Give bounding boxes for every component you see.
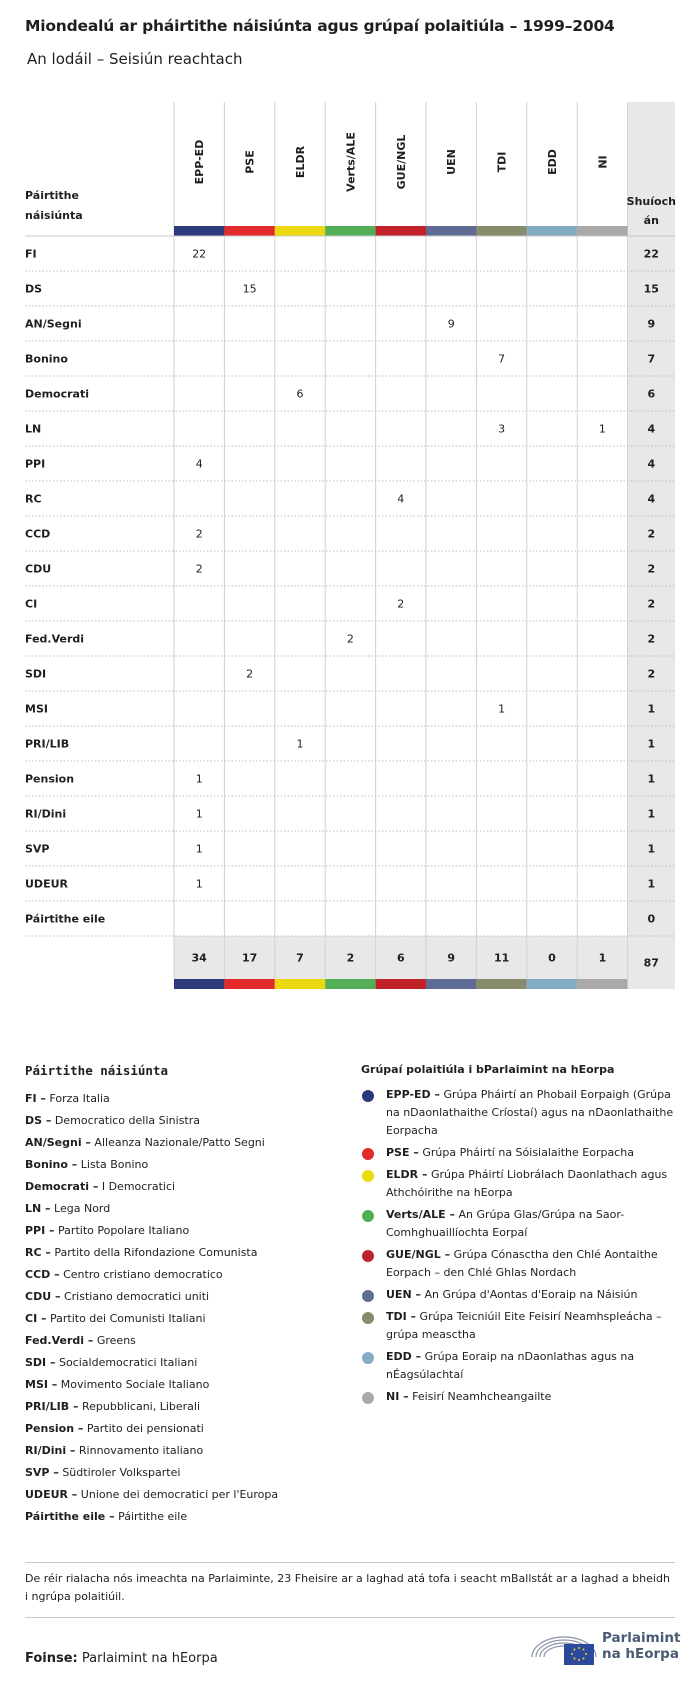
row-total-value: 1: [647, 737, 656, 751]
group-legend-item: [361, 1086, 681, 1140]
source-label: Foinse:: [25, 1651, 78, 1666]
party-legend-abbr: SVP –: [25, 1466, 59, 1479]
logo-line: Parlaimint: [602, 1630, 681, 1646]
party-legend-name: Lega Nord: [50, 1202, 111, 1215]
party-legend-abbr: MSI –: [25, 1378, 58, 1391]
group-legend-abbr: UEN –: [386, 1288, 421, 1301]
column-total-value: 1: [598, 951, 607, 965]
party-row-label: LN: [25, 422, 42, 436]
column-total-value: 2: [346, 951, 355, 965]
party-legend-abbr: PRI/LIB –: [25, 1400, 79, 1413]
column-total-value: 6: [396, 951, 405, 965]
group-color-dot-icon: [362, 1290, 374, 1302]
party-legend-item: [25, 1440, 345, 1462]
group-legend-heading: Grúpaí polaitiúla i bParlaimint na hEorpa: [361, 1063, 615, 1076]
column-total-value: 34: [191, 951, 207, 965]
party-legend-item: [25, 1176, 345, 1198]
party-legend-name: Partito dei Comunisti Italiani: [46, 1312, 206, 1325]
column-total-value: 17: [241, 951, 258, 965]
group-legend-name: Grúpa Pháirtí an Phobail Eorpaigh (Grúpa na nDaonlathaithe Críostaí) agus na nDaonlathaithe Eorpacha: [386, 1088, 674, 1137]
group-color-bar-bottom: [577, 979, 627, 989]
party-row-label: CCD: [25, 527, 51, 541]
party-legend-abbr: RI/Dini –: [25, 1444, 76, 1457]
parliament-hemicycle-icon: [530, 1627, 598, 1667]
group-color-bar: [426, 226, 476, 236]
group-color-bar-bottom: [174, 979, 224, 989]
seat-value: 2: [195, 527, 203, 541]
group-legend-abbr: EPP-ED –: [386, 1088, 440, 1101]
group-legend-name: An Grúpa Glas/Grúpa na Saor-Comhghuaillíochta Eorpaí: [386, 1208, 625, 1239]
party-legend-item: [25, 1154, 345, 1176]
group-legend-name: An Grúpa d'Aontas d'Eoraip na Náisiún: [420, 1288, 638, 1301]
row-total-value: 22: [643, 247, 659, 261]
seat-value: 6: [296, 387, 304, 401]
party-row-label: CI: [25, 597, 38, 611]
party-row-label: RI/Dini: [25, 807, 67, 821]
group-legend-item: [361, 1246, 681, 1282]
seat-value: 1: [195, 807, 203, 821]
party-legend-item: [25, 1308, 345, 1330]
group-color-dot-icon: [362, 1170, 374, 1182]
party-legend-item: [25, 1462, 345, 1484]
party-legend-name: Democratico della Sinistra: [51, 1114, 200, 1127]
divider: [25, 1562, 675, 1563]
seat-value: 4: [397, 492, 405, 506]
row-header-label: Páirtithe: [25, 189, 79, 202]
group-legend-abbr: EDD –: [386, 1350, 422, 1363]
column-total-value: 7: [296, 951, 304, 965]
group-color-bar-bottom: [325, 979, 375, 989]
seat-value: 2: [246, 667, 254, 681]
group-header-label: EDD: [546, 149, 559, 175]
group-color-bar-bottom: [275, 979, 325, 989]
group-legend-item: [361, 1166, 681, 1202]
source-value: Parlaimint na hEorpa: [81, 1651, 218, 1666]
group-legend-item: [361, 1206, 681, 1242]
party-row-label: SDI: [25, 667, 47, 681]
party-legend-item: [25, 1396, 345, 1418]
party-legend-item: [25, 1264, 345, 1286]
party-legend-abbr: Democrati –: [25, 1180, 99, 1193]
party-row-label: SVP: [25, 842, 50, 856]
party-legend-item: [25, 1242, 345, 1264]
group-color-bar: [527, 226, 577, 236]
group-legend-item: [361, 1388, 681, 1406]
group-color-dot-icon: [362, 1312, 374, 1324]
group-legend-abbr: ELDR –: [386, 1168, 428, 1181]
party-legend-abbr: CDU –: [25, 1290, 61, 1303]
group-legend-item: [361, 1286, 681, 1304]
party-legend-name: Alleanza Nazionale/Patto Segni: [90, 1136, 265, 1149]
group-color-bar-bottom: [426, 979, 476, 989]
group-color-dot-icon: [362, 1392, 374, 1404]
party-legend-abbr: AN/Segni –: [25, 1136, 91, 1149]
group-color-bar: [325, 226, 375, 236]
seat-value: 22: [192, 247, 207, 261]
seat-value: 1: [195, 842, 203, 856]
party-legend-heading: Páirtithe náisiúnta: [25, 1063, 168, 1078]
party-legend-abbr: UDEUR –: [25, 1488, 78, 1501]
group-header-label: GUE/NGL: [394, 134, 408, 190]
group-header-label: ELDR: [294, 145, 307, 179]
seat-value: 1: [195, 877, 203, 891]
party-legend-name: I Democratici: [98, 1180, 176, 1193]
party-legend-name: Partito Popolare Italiano: [54, 1224, 190, 1237]
seat-value: 15: [242, 282, 257, 296]
party-legend-item: [25, 1418, 345, 1440]
row-total-value: 4: [647, 422, 656, 436]
party-legend-name: Partito della Rifondazione Comunista: [50, 1246, 258, 1259]
party-legend-name: Movimento Sociale Italiano: [57, 1378, 210, 1391]
seat-value: 2: [346, 632, 354, 646]
group-header-label: PSE: [243, 150, 257, 174]
group-color-bar-bottom: [527, 979, 577, 989]
party-legend-name: Partito dei pensionati: [83, 1422, 204, 1435]
row-total-value: 1: [647, 842, 656, 856]
group-legend-name: Grúpa Cónasctha den Chlé Aontaithe Eorpach – den Chlé Ghlas Nordach: [386, 1248, 658, 1279]
party-legend-abbr: CCD –: [25, 1268, 60, 1281]
party-legend-item: [25, 1352, 345, 1374]
row-total-value: 2: [647, 667, 656, 681]
logo-line: na hEorpa: [602, 1646, 679, 1662]
party-row-label: Democrati: [25, 387, 90, 401]
group-legend-abbr: TDI –: [386, 1310, 417, 1323]
seat-value: 1: [498, 702, 506, 716]
page-title: Miondealú ar pháirtithe náisiúnta agus grúpaí polaitiúla – 1999–2004: [25, 17, 615, 35]
party-legend-name: Südtiroler Volkspartei: [58, 1466, 181, 1479]
column-total-value: 11: [493, 951, 510, 965]
group-color-bar: [275, 226, 325, 236]
group-legend-abbr: NI –: [386, 1390, 409, 1403]
group-legend-name: Grúpa Eoraip na nDaonlathas agus na nÉagsúlachtaí: [386, 1350, 635, 1381]
group-legend-name: Grúpa Pháirtí na Sóisialaithe Eorpacha: [418, 1146, 634, 1159]
party-legend-name: Lista Bonino: [77, 1158, 149, 1171]
party-row-label: PRI/LIB: [25, 737, 70, 751]
group-legend: [361, 1063, 681, 1410]
party-legend-abbr: RC –: [25, 1246, 51, 1259]
group-color-bar: [577, 226, 627, 236]
party-legend-name: Greens: [93, 1334, 136, 1347]
group-legend-name: Grúpa Teicniúil Eite Feisirí Neamhspleácha – grúpa measctha: [386, 1310, 662, 1341]
party-legend-abbr: DS –: [25, 1114, 52, 1127]
seat-value: 1: [296, 737, 304, 751]
party-legend-item: [25, 1110, 345, 1132]
party-legend-name: Centro cristiano democratico: [59, 1268, 223, 1281]
row-total-value: 1: [647, 877, 656, 891]
group-color-bar: [174, 226, 224, 236]
party-legend: [25, 1063, 345, 1528]
seat-value: 2: [195, 562, 203, 576]
row-total-value: 4: [647, 492, 656, 506]
row-total-value: 2: [647, 527, 656, 541]
group-color-bar-bottom: [376, 979, 426, 989]
group-color-dot-icon: [362, 1090, 374, 1102]
group-legend-item: [361, 1144, 681, 1162]
party-row-label: CDU: [25, 562, 52, 576]
group-legend-name: Feisirí Neamhcheangailte: [408, 1390, 552, 1403]
group-color-dot-icon: [362, 1148, 374, 1160]
party-legend-abbr: FI –: [25, 1092, 46, 1105]
group-legend-item: [361, 1348, 681, 1384]
party-legend-name: Unione dei democratici per l'Europa: [77, 1488, 279, 1501]
party-row-label: Páirtithe eile: [25, 912, 106, 926]
group-color-dot-icon: [362, 1352, 374, 1364]
group-header-label: TDI: [495, 151, 509, 173]
row-header-label: náisiúnta: [25, 209, 83, 222]
party-legend-name: Socialdemocratici Italiani: [55, 1356, 198, 1369]
seat-value: 1: [598, 422, 606, 436]
row-total-value: 1: [647, 807, 656, 821]
row-total-value: 0: [647, 912, 656, 926]
page-subtitle: An lodáil – Seisiún reachtach: [27, 50, 243, 68]
row-total-value: 15: [643, 282, 659, 296]
row-total-value: 9: [647, 317, 656, 331]
party-legend-name: Repubblicani, Liberali: [78, 1400, 201, 1413]
party-row-label: AN/Segni: [25, 317, 82, 331]
row-total-value: 2: [647, 562, 656, 576]
column-total-value: 9: [447, 951, 456, 965]
party-row-label: FI: [25, 247, 37, 261]
footnote: De réir rialacha nós imeachta na Parlaiminte, 23 Fheisire ar a laghad atá tofa i seacht mBallstát ar a laghad a bheidh i ngrúpa polaitiúil.: [25, 1572, 670, 1603]
row-total-value: 1: [647, 772, 656, 786]
party-row-label: RC: [25, 492, 42, 506]
party-row-label: DS: [25, 282, 43, 296]
party-legend-item: [25, 1132, 345, 1154]
party-row-label: MSI: [25, 702, 48, 716]
row-total-value: 7: [647, 352, 656, 366]
group-header-label: Verts/ALE: [344, 132, 358, 192]
party-legend-abbr: Pension –: [25, 1422, 84, 1435]
group-header-label: EPP-ED: [193, 139, 207, 185]
party-legend-item: [25, 1484, 345, 1506]
column-total-value: 0: [548, 951, 556, 965]
party-legend-item: [25, 1286, 345, 1308]
logo-text: [602, 1630, 680, 1662]
seat-value: 1: [195, 772, 203, 786]
group-color-bar-bottom: [476, 979, 526, 989]
party-legend-abbr: Bonino –: [25, 1158, 78, 1171]
row-total-value: 6: [647, 387, 656, 401]
party-row-label: Pension: [25, 772, 75, 786]
group-legend-item: [361, 1308, 681, 1344]
seat-value: 9: [447, 317, 455, 331]
party-legend-abbr: PPI –: [25, 1224, 55, 1237]
party-legend-item: [25, 1198, 345, 1220]
total-column-background: [628, 102, 675, 989]
seat-value: 2: [397, 597, 405, 611]
group-color-bar: [376, 226, 426, 236]
party-legend-item: [25, 1374, 345, 1396]
parliament-logo: [530, 1627, 680, 1667]
party-legend-name: Páirtithe eile: [114, 1510, 188, 1523]
party-legend-item: [25, 1330, 345, 1352]
seat-value: 3: [498, 422, 506, 436]
group-header-label: UEN: [445, 149, 459, 175]
party-legend-name: Forza Italia: [45, 1092, 110, 1105]
group-color-dot-icon: [362, 1210, 374, 1222]
group-legend-abbr: Verts/ALE –: [386, 1208, 455, 1221]
party-legend-name: Rinnovamento italiano: [75, 1444, 204, 1457]
group-legend-name: Grúpa Pháirtí Liobrálach Daonlathach agus Athchóirithe na hEorpa: [386, 1168, 668, 1199]
group-color-bar-bottom: [224, 979, 274, 989]
group-color-bar: [476, 226, 526, 236]
total-header-label: án: [643, 214, 659, 227]
party-legend-abbr: CI –: [25, 1312, 47, 1325]
party-legend-abbr: LN –: [25, 1202, 51, 1215]
party-row-label: PPI: [25, 457, 46, 471]
party-legend-item: [25, 1506, 345, 1528]
group-header-label: NI: [596, 155, 610, 169]
party-legend-abbr: Páirtithe eile –: [25, 1510, 115, 1523]
party-legend-name: Cristiano democratici uniti: [60, 1290, 210, 1303]
party-legend-item: [25, 1220, 345, 1242]
total-header-label: Shuíoch: [626, 195, 676, 208]
party-row-label: Fed.Verdi: [25, 632, 85, 646]
group-legend-abbr: PSE –: [386, 1146, 419, 1159]
grand-total-value: 87: [643, 956, 659, 970]
group-legend-abbr: GUE/NGL –: [386, 1248, 451, 1261]
row-total-value: 1: [647, 702, 656, 716]
group-color-dot-icon: [362, 1250, 374, 1262]
divider: [25, 1617, 675, 1618]
group-color-bar: [224, 226, 274, 236]
party-legend-item: [25, 1088, 345, 1110]
source-line: [25, 1651, 218, 1666]
party-legend-abbr: Fed.Verdi –: [25, 1334, 94, 1347]
row-total-value: 2: [647, 597, 656, 611]
seat-value: 4: [195, 457, 203, 471]
row-total-value: 2: [647, 632, 656, 646]
party-row-label: UDEUR: [25, 877, 68, 891]
seat-value: 7: [498, 352, 506, 366]
row-total-value: 4: [647, 457, 656, 471]
party-legend-abbr: SDI –: [25, 1356, 56, 1369]
party-row-label: Bonino: [25, 352, 68, 366]
